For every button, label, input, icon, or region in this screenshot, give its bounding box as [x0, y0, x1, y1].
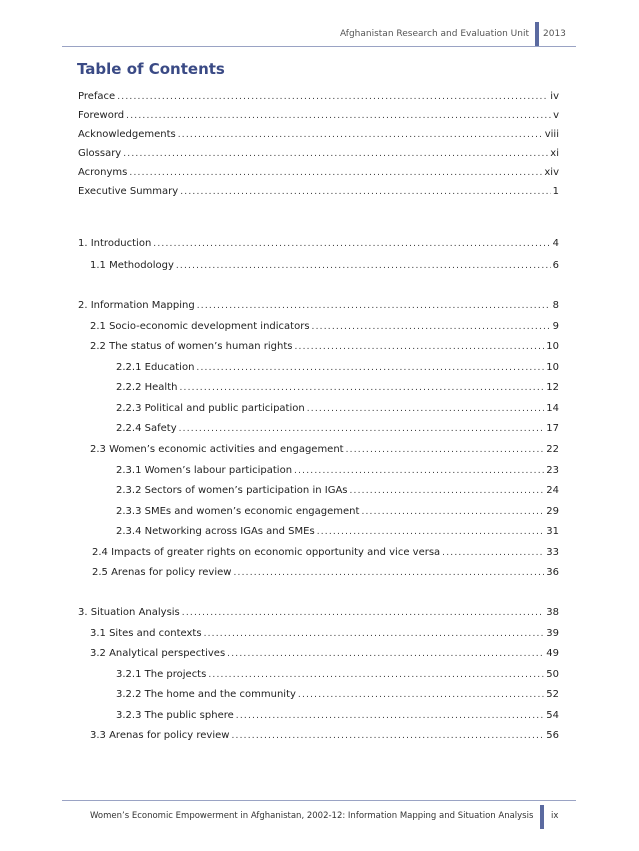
toc-label: 2.5 Arenas for policy review	[92, 567, 232, 578]
page-header	[0, 28, 639, 42]
toc-page: 6	[552, 260, 559, 271]
header-year: 2013	[543, 29, 566, 39]
toc-leader	[317, 525, 545, 539]
toc-label: 3.2.2 The home and the community	[116, 689, 296, 700]
toc-leader	[204, 627, 545, 641]
footer-title: Women’s Economic Empowerment in Afghanistan, 2002-12: Information Mapping and Situation Analysis	[90, 811, 534, 821]
toc-page: 17	[546, 423, 559, 434]
toc-label: 2.3.4 Networking across IGAs and SMEs	[116, 526, 315, 537]
toc-label: 2.3.3 SMEs and women’s economic engagement	[116, 506, 360, 517]
toc-entry[interactable]	[90, 729, 559, 743]
footer-page-number: ix	[551, 811, 559, 821]
toc-page: 23	[546, 465, 559, 476]
toc-page: 52	[546, 689, 559, 700]
toc-page: 10	[546, 362, 559, 373]
toc-leader	[236, 709, 545, 723]
toc-page: 29	[546, 506, 559, 517]
toc-entry[interactable]	[90, 647, 559, 661]
toc-page: 8	[552, 300, 559, 311]
toc-page: 12	[546, 382, 559, 393]
toc-label: 2.3.1 Women’s labour participation	[116, 465, 293, 476]
toc-label: Glossary	[78, 148, 122, 159]
toc-leader	[294, 340, 544, 354]
toc-leader	[442, 546, 544, 560]
page-title: Table of Contents	[77, 60, 225, 78]
toc-label: Executive Summary	[78, 186, 179, 197]
toc-page: 49	[546, 648, 559, 659]
header-rule	[62, 46, 576, 47]
toc-leader	[179, 422, 545, 436]
toc-entry[interactable]	[78, 128, 559, 142]
toc-label: 2.1 Socio-economic development indicators	[90, 321, 310, 332]
toc-entry[interactable]	[116, 525, 559, 539]
toc-leader	[346, 443, 545, 457]
toc-label: 3. Situation Analysis	[78, 607, 180, 618]
header-org: Afghanistan Research and Evaluation Unit	[339, 29, 529, 39]
toc-page: 31	[546, 526, 559, 537]
toc-page: 38	[546, 607, 559, 618]
toc-label: 2.2.3 Political and public participation	[116, 403, 305, 414]
toc-entry[interactable]	[90, 340, 559, 354]
toc-label: 3.3 Arenas for policy review	[90, 730, 230, 741]
toc-entry[interactable]	[116, 668, 559, 682]
toc-leader	[298, 688, 544, 702]
toc-entry[interactable]	[78, 147, 559, 161]
footer-separator	[540, 805, 544, 829]
toc-label: 2.4 Impacts of greater rights on economic opportunity and vice versa	[92, 547, 441, 558]
toc-page: iv	[550, 91, 559, 102]
toc-page: 36	[546, 567, 559, 578]
toc-entry[interactable]	[78, 166, 559, 180]
toc-leader	[129, 166, 542, 180]
toc-leader	[153, 237, 550, 251]
toc-leader	[196, 361, 544, 375]
toc-entry[interactable]	[78, 606, 559, 620]
toc-page: 22	[546, 444, 559, 455]
toc-label: 2.2 The status of women’s human rights	[90, 341, 293, 352]
toc-page: 10	[546, 341, 559, 352]
toc-label: 1.1 Methodology	[90, 260, 174, 271]
toc-label: 3.2.1 The projects	[116, 669, 207, 680]
toc-leader	[182, 606, 544, 620]
toc-leader	[233, 566, 544, 580]
toc-page: 54	[546, 710, 559, 721]
toc-page: xi	[550, 148, 559, 159]
toc-label: Preface	[78, 91, 116, 102]
toc-entry[interactable]	[116, 709, 559, 723]
toc-leader	[123, 147, 548, 161]
toc-entry[interactable]	[78, 90, 559, 104]
toc-entry[interactable]	[116, 361, 559, 375]
toc-leader	[231, 729, 544, 743]
toc-entry[interactable]	[92, 546, 559, 560]
toc-entry[interactable]	[116, 464, 559, 478]
toc-entry[interactable]	[92, 566, 559, 580]
toc-leader	[179, 381, 544, 395]
toc-label: 2.3.2 Sectors of women’s participation in IGAs	[116, 485, 348, 496]
toc-leader	[117, 90, 548, 104]
toc-page: 9	[552, 321, 559, 332]
toc-leader	[227, 647, 544, 661]
toc-entry[interactable]	[90, 627, 559, 641]
toc-label: 2.2.1 Education	[116, 362, 195, 373]
toc-entry[interactable]	[116, 402, 559, 416]
toc-page: xiv	[544, 167, 559, 178]
toc-page: v	[553, 110, 559, 121]
toc-page: 1	[552, 186, 559, 197]
toc-label: 3.2 Analytical perspectives	[90, 648, 226, 659]
toc-entry[interactable]	[116, 688, 559, 702]
toc-entry[interactable]	[116, 381, 559, 395]
page-footer	[62, 800, 576, 837]
toc-entry[interactable]	[78, 299, 559, 313]
toc-page: 56	[546, 730, 559, 741]
toc-entry[interactable]	[90, 443, 559, 457]
toc-leader	[208, 668, 544, 682]
toc-leader	[294, 464, 544, 478]
toc-page: 4	[552, 238, 559, 249]
toc-page: viii	[544, 129, 559, 140]
toc-label: 2.2.4 Safety	[116, 423, 177, 434]
toc-leader	[180, 185, 550, 199]
toc-leader	[176, 259, 551, 273]
toc-entry[interactable]	[116, 505, 559, 519]
toc-label: 1. Introduction	[78, 238, 152, 249]
toc-page: 24	[546, 485, 559, 496]
toc-leader	[312, 320, 551, 334]
toc-entry[interactable]	[78, 237, 559, 251]
toc-label: 3.2.3 The public sphere	[116, 710, 234, 721]
toc-entry[interactable]	[116, 422, 559, 436]
toc-entry[interactable]	[116, 484, 559, 498]
toc-label: Acknowledgements	[78, 129, 176, 140]
toc-leader	[307, 402, 545, 416]
toc-label: Acronyms	[78, 167, 128, 178]
toc-leader	[126, 109, 551, 123]
toc-leader	[361, 505, 544, 519]
toc-label: 2.2.2 Health	[116, 382, 178, 393]
toc-label: Foreword	[78, 110, 125, 121]
toc-label: 2. Information Mapping	[78, 300, 195, 311]
header-separator	[535, 22, 539, 46]
toc-label: 3.1 Sites and contexts	[90, 628, 202, 639]
toc-label: 2.3 Women’s economic activities and engagement	[90, 444, 344, 455]
toc-page: 14	[546, 403, 559, 414]
toc-entry[interactable]	[90, 259, 559, 273]
toc-entry[interactable]	[90, 320, 559, 334]
toc-leader	[197, 299, 551, 313]
toc-page: 33	[546, 547, 559, 558]
toc-page: 39	[546, 628, 559, 639]
toc-entry[interactable]	[78, 109, 559, 123]
toc-entry[interactable]	[78, 185, 559, 199]
toc-leader	[350, 484, 545, 498]
toc-leader	[178, 128, 543, 142]
toc-page: 50	[546, 669, 559, 680]
